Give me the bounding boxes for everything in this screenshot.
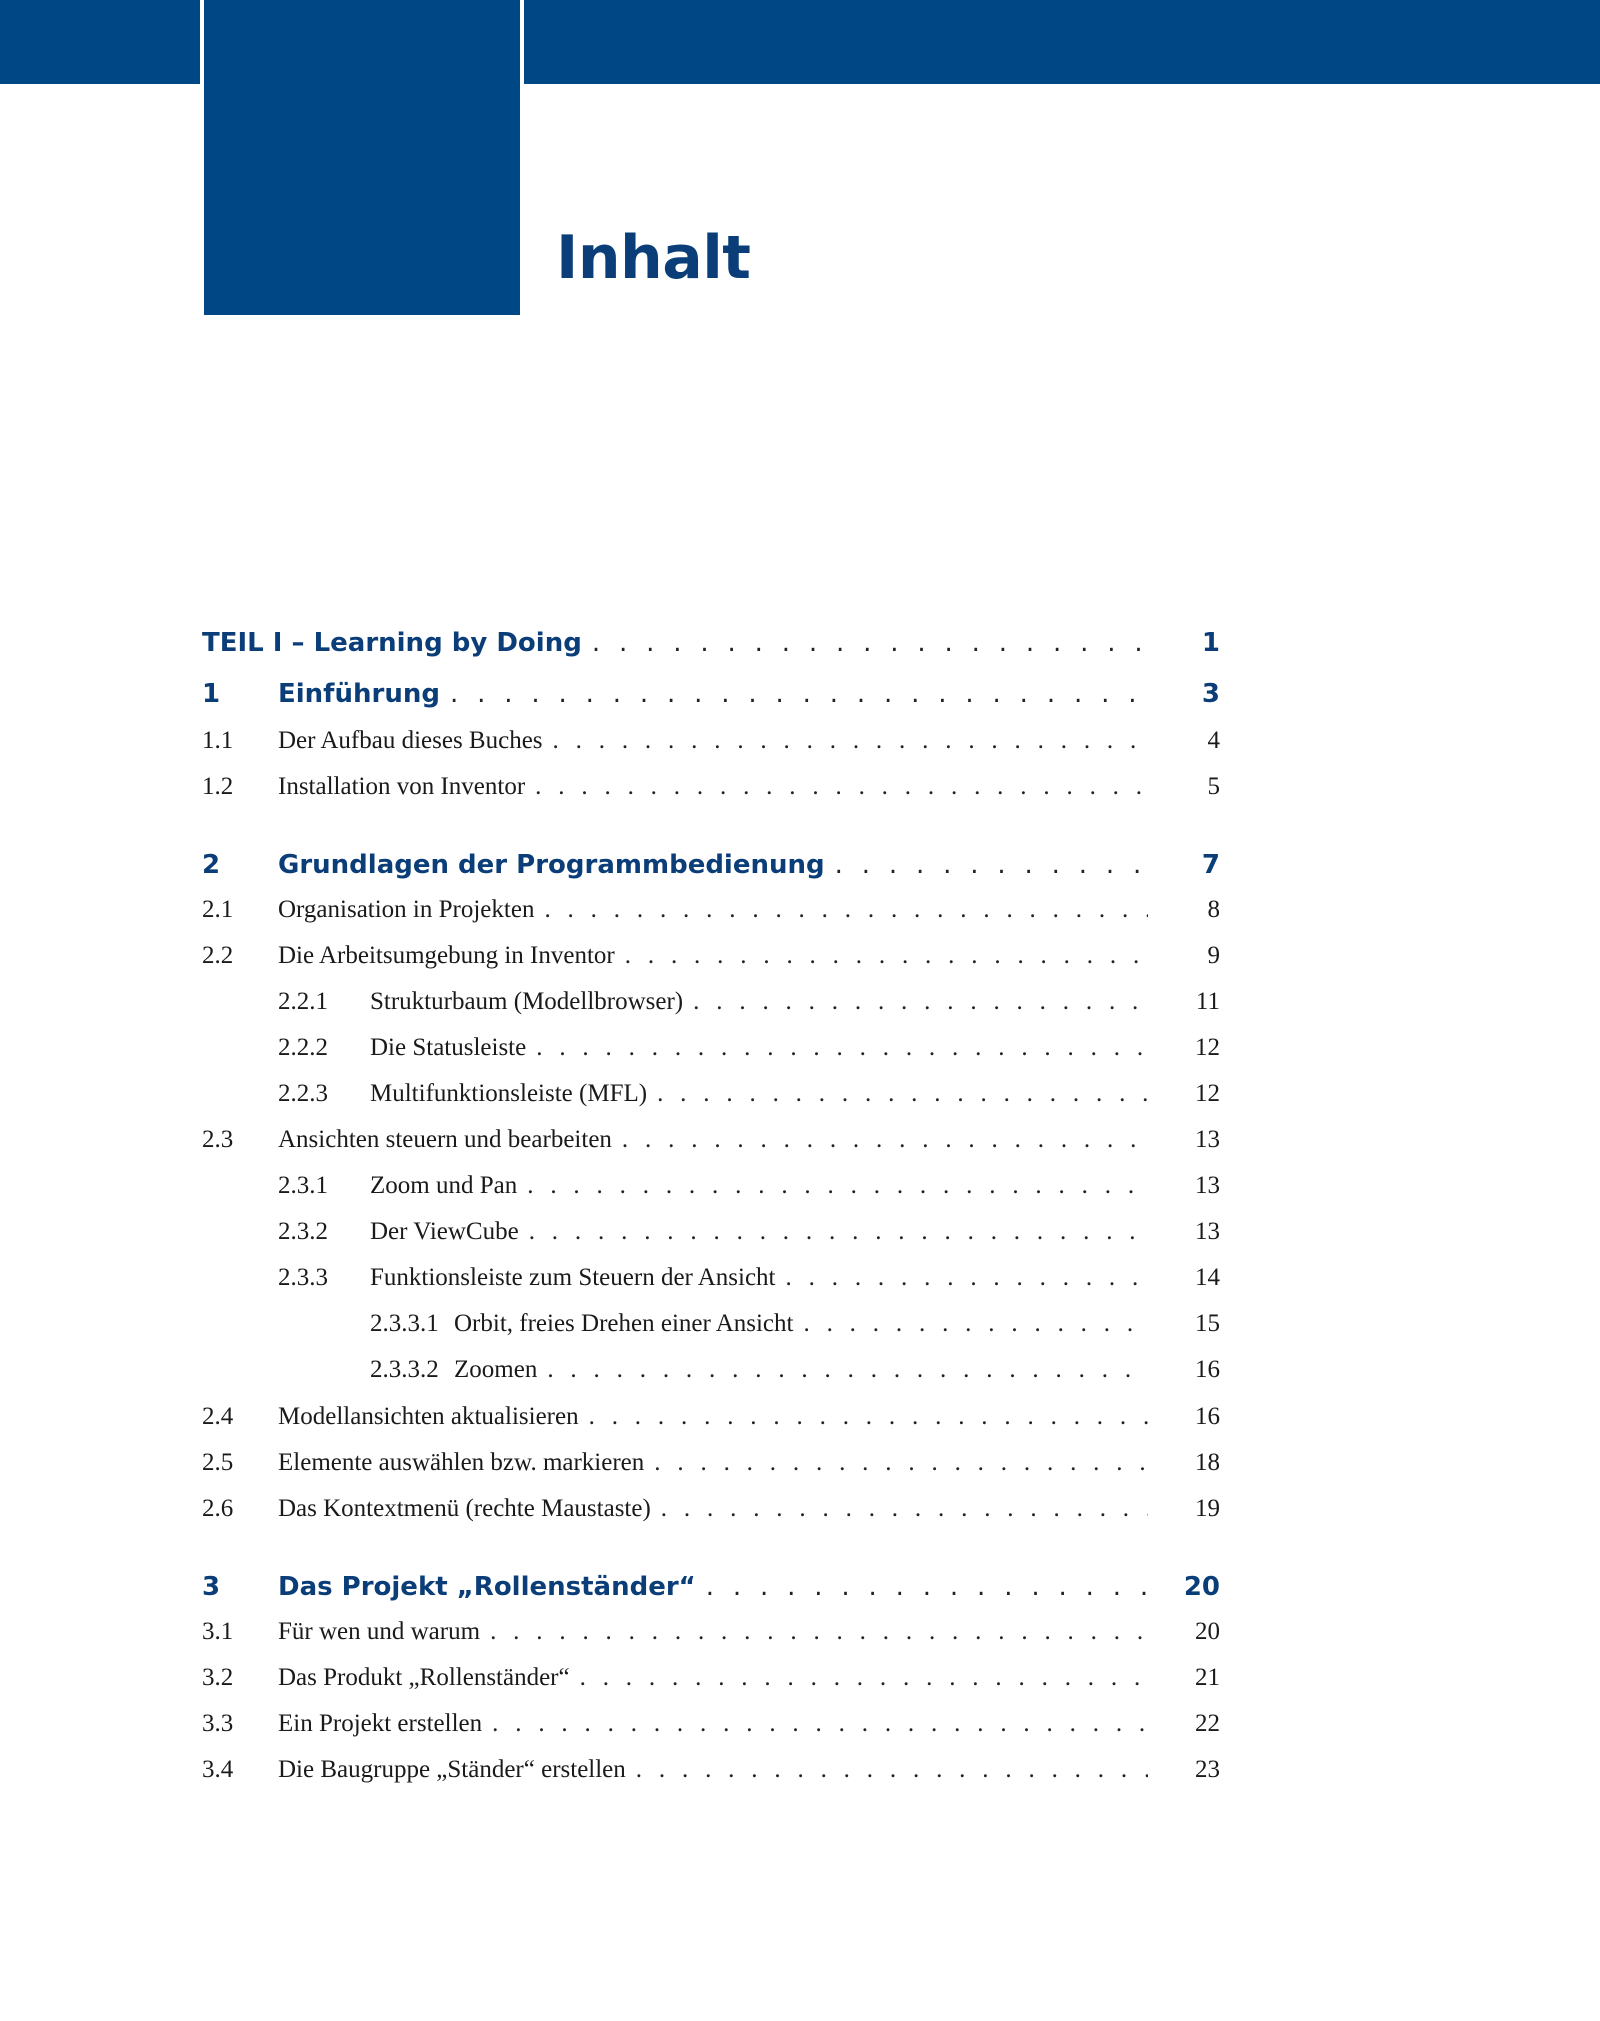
toc-entry-page: 19: [1195, 1495, 1220, 1522]
toc-section-entry[interactable]: [202, 1495, 1220, 1523]
toc-entry-title: Orbit, freies Drehen einer Ansicht: [454, 1310, 794, 1337]
dot-leader: [580, 1664, 1148, 1692]
dot-leader: [706, 1572, 1148, 1602]
dot-leader: [625, 942, 1148, 970]
toc-entry-page: 12: [1195, 1080, 1220, 1107]
toc-entry-page: 3: [1201, 679, 1220, 709]
toc-entry-title: Einführung: [278, 679, 440, 709]
toc-section-entry[interactable]: [202, 942, 1220, 970]
toc-entry-number: 2.5: [202, 1449, 234, 1476]
toc-section-entry[interactable]: [202, 1080, 1220, 1108]
toc-entry-title: Funktionsleiste zum Steuern der Ansicht: [370, 1264, 776, 1291]
toc-entry-number: 2.4: [202, 1403, 234, 1430]
toc-entry-page: 8: [1207, 896, 1220, 923]
toc-section-entry[interactable]: [202, 1034, 1220, 1062]
toc-entry-page: 22: [1195, 1710, 1220, 1737]
dot-leader: [657, 1080, 1148, 1108]
toc-entry-title: Das Projekt „Rollenständer“: [278, 1572, 696, 1602]
dot-leader: [786, 1264, 1148, 1292]
toc-chapter-entry[interactable]: [202, 850, 1220, 880]
toc-entry-number: 2.2.1: [278, 988, 328, 1015]
toc-entry-number: 2.2.3: [278, 1080, 328, 1107]
toc-entry-title: Organisation in Projekten: [278, 896, 535, 923]
toc-entry-page: 18: [1195, 1449, 1220, 1476]
toc-entry-title: Elemente auswählen bzw. markieren: [278, 1449, 645, 1476]
dot-leader: [547, 1356, 1148, 1384]
toc-section-entry[interactable]: [202, 1264, 1220, 1292]
toc-entry-page: 16: [1195, 1356, 1220, 1383]
toc-section-entry[interactable]: [202, 727, 1220, 755]
toc-entry-title: Die Statusleiste: [370, 1034, 527, 1061]
header-band-left: [0, 0, 200, 84]
dot-leader: [529, 1218, 1148, 1246]
toc-entry-title: Ein Projekt erstellen: [278, 1710, 483, 1737]
header-block: [204, 0, 520, 315]
toc-entry-page: 13: [1195, 1218, 1220, 1245]
toc-section-entry[interactable]: [202, 1356, 1220, 1384]
page-title: Inhalt: [556, 223, 751, 293]
toc-entry-number: 1.2: [202, 773, 234, 800]
toc-entry-title: Der Aufbau dieses Buches: [278, 727, 543, 754]
toc-entry-number: 2.2: [202, 942, 234, 969]
toc-entry-title: Strukturbaum (Modellbrowser): [370, 988, 684, 1015]
dot-leader: [492, 1710, 1148, 1738]
toc-entry-title: Zoomen: [454, 1356, 538, 1383]
dot-leader: [622, 1126, 1148, 1154]
dot-leader: [490, 1618, 1148, 1646]
dot-leader: [527, 1172, 1148, 1200]
dot-leader: [693, 988, 1148, 1016]
dot-leader: [592, 628, 1148, 658]
toc-entry-page: 20: [1183, 1572, 1220, 1602]
toc-section-entry[interactable]: [202, 1310, 1220, 1338]
toc-entry-title: Das Kontextmenü (rechte Maustaste): [278, 1495, 651, 1522]
toc-entry-title: Die Arbeitsumgebung in Inventor: [278, 942, 615, 969]
toc-section-entry[interactable]: [202, 1618, 1220, 1646]
toc-entry-title: Ansichten steuern und bearbeiten: [278, 1126, 612, 1153]
toc-entry-page: 12: [1195, 1034, 1220, 1061]
toc-section-entry[interactable]: [202, 896, 1220, 924]
toc-section-entry[interactable]: [202, 1449, 1220, 1477]
toc-entry-number: 2.3.3.2: [370, 1356, 439, 1383]
toc-entry-number: 2.1: [202, 896, 234, 923]
toc-entry-number: 3.4: [202, 1756, 234, 1783]
toc-entry-page: 21: [1195, 1664, 1220, 1691]
toc-entry-page: 1: [1201, 628, 1220, 658]
toc-entry-page: 13: [1195, 1172, 1220, 1199]
dot-leader: [589, 1403, 1148, 1431]
toc-chapter-entry[interactable]: [202, 1572, 1220, 1602]
toc-chapter-entry[interactable]: [202, 679, 1220, 709]
toc-entry-title: Für wen und warum: [278, 1618, 481, 1645]
toc-entry-page: 14: [1195, 1264, 1220, 1291]
dot-leader: [553, 727, 1148, 755]
toc-entry-page: 7: [1201, 850, 1220, 880]
toc-entry-page: 23: [1195, 1756, 1220, 1783]
toc-entry-number: 2.3.2: [278, 1218, 328, 1245]
toc-section-entry[interactable]: [202, 773, 1220, 801]
toc-entry-number: 3.1: [202, 1618, 234, 1645]
toc-section-entry[interactable]: [202, 1126, 1220, 1154]
toc-part-entry[interactable]: [202, 628, 1220, 658]
toc-section-entry[interactable]: [202, 1218, 1220, 1246]
toc-entry-title: Zoom und Pan: [370, 1172, 518, 1199]
dot-leader: [535, 773, 1148, 801]
toc-entry-title: TEIL I – Learning by Doing: [202, 628, 582, 658]
toc-entry-number: 2.3.3.1: [370, 1310, 439, 1337]
toc-section-entry[interactable]: [202, 1756, 1220, 1784]
toc-entry-title: Multifunktionsleiste (MFL): [370, 1080, 648, 1107]
toc-entry-number: 1: [202, 679, 221, 709]
toc-entry-number: 2.2.2: [278, 1034, 328, 1061]
toc-entry-page: 16: [1195, 1403, 1220, 1430]
toc-entry-page: 20: [1195, 1618, 1220, 1645]
toc-entry-title: Die Baugruppe „Ständer“ erstellen: [278, 1756, 626, 1783]
toc-entry-number: 3: [202, 1572, 221, 1602]
toc-entry-number: 2.3.1: [278, 1172, 328, 1199]
toc-entry-number: 2.6: [202, 1495, 234, 1522]
dot-leader: [803, 1310, 1148, 1338]
toc-section-entry[interactable]: [202, 1710, 1220, 1738]
toc-entry-number: 2: [202, 850, 221, 880]
toc-entry-page: 13: [1195, 1126, 1220, 1153]
dot-leader: [661, 1495, 1148, 1523]
toc-section-entry[interactable]: [202, 988, 1220, 1016]
toc-entry-title: Grundlagen der Programmbedienung: [278, 850, 825, 880]
toc-entry-number: 3.2: [202, 1664, 234, 1691]
toc-entry-number: 1.1: [202, 727, 234, 754]
toc-section-entry[interactable]: [202, 1403, 1220, 1431]
toc-entry-title: Installation von Inventor: [278, 773, 526, 800]
toc-entry-page: 15: [1195, 1310, 1220, 1337]
dot-leader: [654, 1449, 1148, 1477]
toc-entry-page: 11: [1195, 988, 1220, 1015]
toc-entry-title: Modellansichten aktualisieren: [278, 1403, 579, 1430]
dot-leader: [536, 1034, 1148, 1062]
toc-entry-number: 2.3.3: [278, 1264, 328, 1291]
toc-entry-title: Der ViewCube: [370, 1218, 519, 1245]
toc-section-entry[interactable]: [202, 1664, 1220, 1692]
dot-leader: [544, 896, 1148, 924]
dot-leader: [636, 1756, 1148, 1784]
header-band-right: [524, 0, 1600, 84]
toc-entry-number: 3.3: [202, 1710, 234, 1737]
toc-entry-page: 4: [1207, 727, 1220, 754]
dot-leader: [835, 850, 1148, 880]
toc-entry-title: Das Produkt „Rollenständer“: [278, 1664, 570, 1691]
toc-entry-number: 2.3: [202, 1126, 234, 1153]
toc-entry-page: 9: [1207, 942, 1220, 969]
dot-leader: [450, 679, 1148, 709]
toc-entry-page: 5: [1207, 773, 1220, 800]
toc-section-entry[interactable]: [202, 1172, 1220, 1200]
